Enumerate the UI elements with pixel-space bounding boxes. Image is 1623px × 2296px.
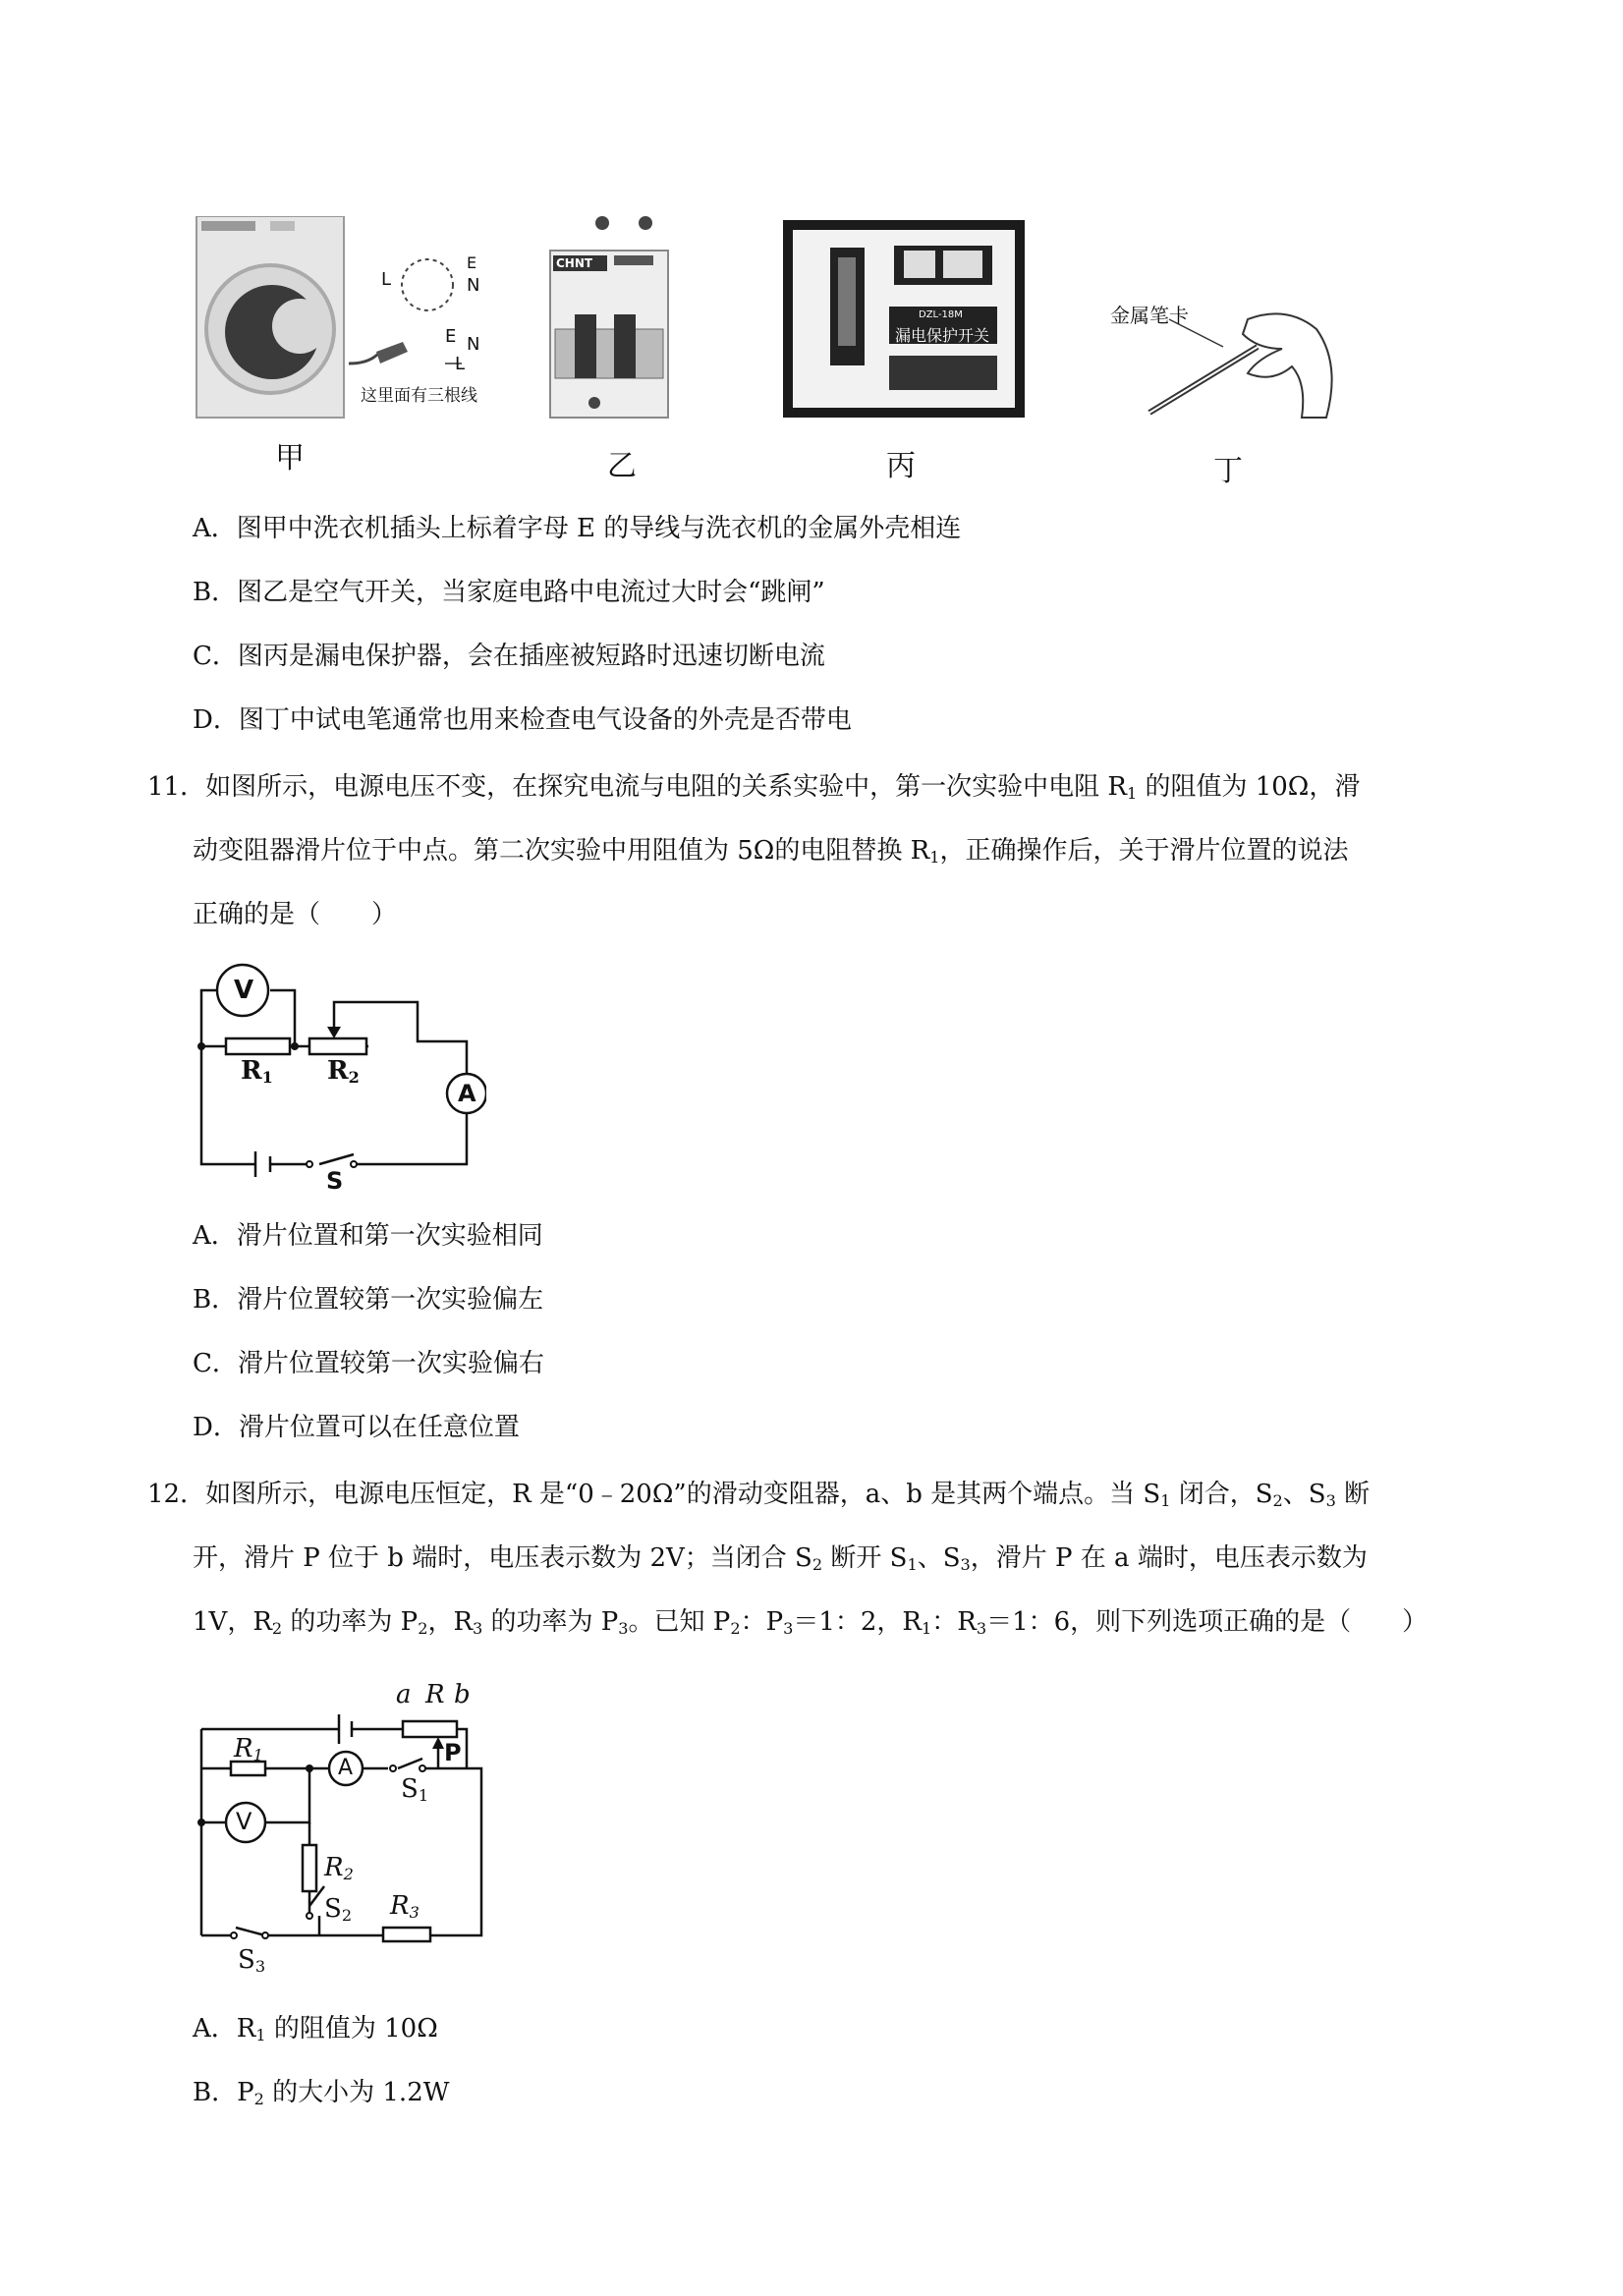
q10-option-b: B．图乙是空气开关，当家庭电路中电流过大时会“跳闸” — [193, 578, 825, 607]
q11-line-3: 正确的是（ ） — [193, 900, 398, 929]
q12-label-a: a — [396, 1680, 412, 1709]
q12-label-s2: $S_2$ — [324, 1894, 353, 1926]
q12-line-1: 12．如图所示，电源电压恒定，R 是“0﹣20Ω”的滑动变阻器，a、b 是其两个端点。当 $S_1$ 闭合，$S_2$、$S_3$ 断 — [147, 1480, 1371, 1511]
q12-label-r3: $R_3$ — [390, 1891, 420, 1923]
jia-label-l2: L — [455, 354, 466, 374]
figure-bing — [781, 218, 1027, 420]
jia-caption: 这里面有三根线 — [361, 386, 477, 406]
bing-model-label: DZL-18M — [919, 309, 963, 320]
leakage-protector-image — [781, 218, 1027, 420]
q11-option-d: D．滑片位置可以在任意位置 — [193, 1413, 520, 1442]
yi-brand-label: CHNT — [556, 256, 593, 270]
q12-option-a: A．$R_1$ 的阻值为 10Ω — [193, 2014, 438, 2045]
q12-voltmeter-label: V — [236, 1808, 252, 1835]
voltmeter-label: V — [234, 976, 254, 1005]
q12-option-b: B．$P_2$ 的大小为 1.2W — [193, 2078, 450, 2109]
jia-label-n-top: N — [467, 275, 480, 296]
jia-label-e-top: E — [467, 253, 477, 272]
figure-yi — [545, 211, 693, 422]
r1-label: $R_1$ — [241, 1056, 273, 1088]
q11-option-c: C．滑片位置较第一次实验偏右 — [193, 1349, 544, 1378]
figure-ding — [1110, 290, 1341, 427]
figure-jia — [192, 216, 506, 427]
switch-s-label: S — [326, 1167, 344, 1195]
q12-label-s1: $S_1$ — [401, 1774, 429, 1806]
q11-option-a: A．滑片位置和第一次实验相同 — [193, 1221, 543, 1251]
q12-circuit-svg — [187, 1670, 501, 1975]
bing-title-label: 漏电保护开关 — [895, 326, 990, 345]
q12-circuit-diagram — [187, 1670, 501, 1975]
q11-number: 11． — [147, 772, 206, 802]
jia-label-e: E — [445, 326, 457, 347]
figure-label-yi: 乙 — [607, 449, 637, 483]
q11-line-2: 动变阻器滑片位于中点。第二次实验中用阻值为 5Ω的电阻替换 $R_1$，正确操作后，关于滑片位置的说法 — [193, 836, 1349, 868]
ammeter-label: A — [458, 1080, 476, 1107]
jia-label-n: N — [467, 334, 480, 355]
q11-circuit-diagram — [192, 958, 486, 1199]
q12-label-r: R — [425, 1680, 445, 1709]
q10-option-a: A．图甲中洗衣机插头上标着字母 E 的导线与洗衣机的金属外壳相连 — [193, 514, 962, 543]
q12-label-b: b — [454, 1680, 471, 1709]
q10-option-d: D．图丁中试电笔通常也用来检查电气设备的外壳是否带电 — [193, 705, 852, 735]
air-switch-image — [545, 211, 693, 422]
figure-label-bing: 丙 — [886, 449, 916, 483]
q10-option-c: C．图丙是漏电保护器，会在插座被短路时迅速切断电流 — [193, 642, 825, 671]
jia-label-l: L — [381, 269, 392, 290]
q12-label-r2: $R_2$ — [324, 1853, 354, 1884]
q12-ammeter-label: A — [338, 1756, 354, 1780]
q12-label-s3: $S_3$ — [238, 1945, 266, 1977]
q11-line-1: 11．如图所示，电源电压不变，在探究电流与电阻的关系实验中，第一次实验中电阻 $R_1$ 的阻值为 10Ω，滑 — [147, 772, 1361, 804]
r2-label: $R_2$ — [327, 1056, 360, 1088]
q12-line-3: 1V，$R_2$ 的功率为 $P_2$，$R_3$ 的功率为 $P_3$。已知 $P_2$：$P_3=1$：2，$R_1$：$R_3=1$：6，则下列选项正确的是（ ） — [193, 1607, 1428, 1639]
q12-number: 12． — [147, 1480, 206, 1509]
q12-label-p: P — [444, 1739, 462, 1766]
q12-label-r1: $R_1$ — [234, 1734, 263, 1765]
q11-option-b: B．滑片位置较第一次实验偏左 — [193, 1285, 544, 1315]
q12-line-2: 开，滑片 P 位于 b 端时，电压表示数为 2V；当闭合 $S_2$ 断开 $S_1$、$S_3$，滑片 P 在 a 端时，电压表示数为 — [193, 1543, 1368, 1575]
figure-label-ding: 丁 — [1213, 454, 1243, 488]
ding-label: 金属笔卡 — [1110, 304, 1189, 327]
figure-label-jia: 甲 — [275, 441, 305, 476]
